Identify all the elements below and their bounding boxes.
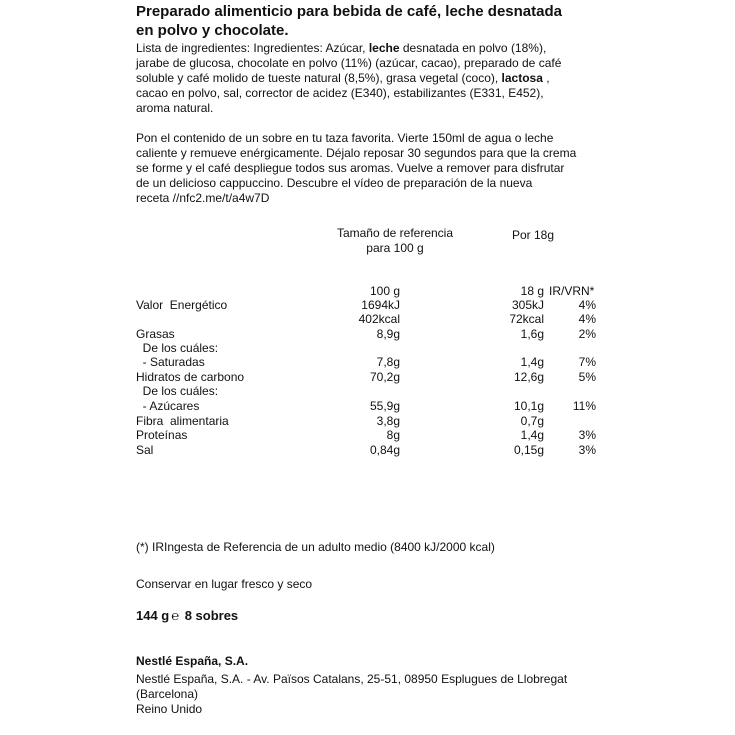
ingredients-text: desnatada en polvo (18%), xyxy=(399,41,547,55)
ingredients-text: cacao en polvo, sal, corrector de acidez (E340), estabilizantes (E331, E452), xyxy=(136,86,544,100)
ingredients-line xyxy=(136,41,561,56)
nutrient-value-100g: 1694kJ xyxy=(361,298,400,312)
ingredients-list xyxy=(136,41,561,116)
nutrient-ir-percent: 7% xyxy=(578,355,596,369)
nutrient-value-100g: 0,84g xyxy=(369,443,400,457)
nutrient-ir-percent: 3% xyxy=(578,428,596,442)
ingredients-text: jarabe de glucosa, chocolate en polvo (11%) (azúcar, cacao), preparado de café xyxy=(136,56,562,70)
preparation-line: caliente y remueve enérgicamente. Déjalo reposar 30 segundos para que la crema xyxy=(136,146,577,160)
address-line: Nestlé España, S.A. - Av. Països Catalans, 25-51, 08950 Esplugues de Llobregat xyxy=(136,672,568,686)
nutrient-value-portion: 72kcal xyxy=(509,312,544,326)
nutrient-value-100g: 7,8g xyxy=(376,355,400,369)
nutrient-label: Valor Energético xyxy=(136,298,228,312)
ingredients-text: , xyxy=(542,71,550,85)
ingredients-text: Lista de ingredientes: Ingredientes: Azúcar, xyxy=(136,41,369,55)
nutrient-value-portion: 10,1g xyxy=(513,399,544,413)
nutrient-value-portion: 1,4g xyxy=(520,428,544,442)
ingredients-text: aroma natural. xyxy=(136,101,214,115)
allergen-text: lactosa xyxy=(501,71,543,85)
preparation-instructions xyxy=(136,131,576,206)
nutrient-label: De los cuáles: xyxy=(136,341,219,355)
nutrient-value-portion: 1,6g xyxy=(520,327,544,341)
nutrient-ir-percent: 4% xyxy=(578,298,596,312)
nutrition-header-portion: Por 18g xyxy=(511,228,555,242)
nutrient-label: Fibra alimentaria xyxy=(136,414,229,428)
ingredients-line xyxy=(136,86,561,101)
footnote: (*) IRIngesta de Referencia de un adulto medio (8400 kJ/2000 kcal) xyxy=(136,540,495,554)
nutrient-label: Hidratos de carbono xyxy=(136,370,245,384)
nutrient-ir-percent: 2% xyxy=(578,327,596,341)
preparation-line: de un delicioso cappuccino. Descubre el vídeo de preparación de la nueva xyxy=(136,176,533,190)
nutrient-ir-percent: 11% xyxy=(572,399,596,413)
title-line: Preparado alimenticio para bebida de café, leche desnatada xyxy=(136,3,562,20)
nutrient-value-100g: 55,9g xyxy=(369,399,400,413)
product-title xyxy=(136,2,562,40)
nutrient-value-portion: 0,7g xyxy=(520,414,544,428)
ingredients-text: soluble y café molido de tueste natural (8,5%), grasa vegetal (coco), xyxy=(136,71,502,85)
nutrition-subheader-reference: 100 g xyxy=(369,284,400,298)
nutrient-ir-percent: 4% xyxy=(578,312,596,326)
nutrition-subheader-ir: IR/VRN* xyxy=(549,284,595,298)
nutrient-value-portion: 12,6g xyxy=(513,370,544,384)
ingredients-line xyxy=(136,56,561,71)
nutrition-header-reference xyxy=(325,226,465,256)
company-address xyxy=(136,672,567,717)
nutrient-value-portion: 305kJ xyxy=(511,298,544,312)
company-name: Nestlé España, S.A. xyxy=(136,654,249,668)
header-reference-line: para 100 g xyxy=(366,241,424,255)
nutrient-value-100g: 70,2g xyxy=(369,370,400,384)
storage-instructions: Conservar en lugar fresco y seco xyxy=(136,577,313,591)
net-weight: 144 g xyxy=(136,608,170,623)
title-line: en polvo y chocolate. xyxy=(136,22,289,39)
allergen-text: leche xyxy=(368,41,400,55)
nutrient-label: Sal xyxy=(136,443,154,457)
nutrient-label: De los cuáles: xyxy=(136,384,219,398)
nutrient-label: - Saturadas xyxy=(136,355,205,369)
nutrient-value-100g: 402kcal xyxy=(358,312,400,326)
unit-count: 8 sobres xyxy=(184,608,239,623)
nutrient-value-portion: 0,15g xyxy=(513,443,544,457)
nutrient-label: Proteínas xyxy=(136,428,188,442)
ingredients-line xyxy=(136,71,561,86)
nutrition-subheader-portion: 18 g xyxy=(520,284,544,298)
estimated-sign-icon: ℮ xyxy=(171,608,180,623)
nutrient-label: Grasas xyxy=(136,327,175,341)
ingredients-line xyxy=(136,101,561,116)
preparation-line: se forme y el café despliegue todos sus aromas. Vuelve a remover para disfrutar xyxy=(136,161,565,175)
nutrient-label: - Azúcares xyxy=(136,399,200,413)
nutrient-ir-percent: 3% xyxy=(578,443,596,457)
preparation-line: receta //nfc2.me/t/a4w7D xyxy=(136,191,270,205)
nutrient-value-100g: 8g xyxy=(386,428,400,442)
address-line: Reino Unido xyxy=(136,702,203,716)
net-weight-line xyxy=(136,607,238,624)
preparation-line: Pon el contenido de un sobre en tu taza favorita. Vierte 150ml de agua o leche xyxy=(136,131,554,145)
header-reference-line: Tamaño de referencia xyxy=(336,226,454,240)
nutrient-ir-percent: 5% xyxy=(578,370,596,384)
nutrient-value-100g: 8,9g xyxy=(376,327,400,341)
nutrient-value-portion: 1,4g xyxy=(520,355,544,369)
address-line: (Barcelona) xyxy=(136,687,199,701)
nutrient-value-100g: 3,8g xyxy=(376,414,400,428)
